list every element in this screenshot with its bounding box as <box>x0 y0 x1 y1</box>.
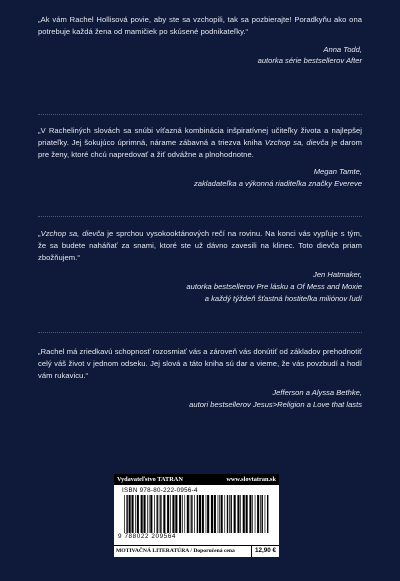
quote-segment: „Rachel má zriedkavú schopnosť rozosmiať vás a zároveň vás donútiť od základov prehodnotiť celý váš život v jednom odseku. Jej slová a táto kniha sú dar a vieme, že vás povzbudí a hodí vám rukavicu.“ <box>38 347 362 380</box>
book-title-italic: Vzchop sa, dievča <box>40 229 105 238</box>
quote-text <box>38 346 362 381</box>
quote-segment: je darom pre ženy, ktoré chcú napredovať a žiť odvážne a plnohodnotne. <box>38 137 362 159</box>
quote-text <box>38 125 362 160</box>
publisher-website: www.slovtatran.sk <box>226 476 276 483</box>
publisher-name: Vydavateľstvo TATRAN <box>117 476 183 483</box>
quote-segment: „V Racheliných slovách sa snúbi víťazná kombinácia inšpiratívnej učiteľky života a najlepšej priateľky. Jej šokujúco úprimná, nárame zábavná a triezva kniha <box>38 126 362 147</box>
isbn-number: ISBN 978-80-222-0956-4 <box>122 487 198 494</box>
barcode-digits: 9 788022 209564 <box>118 533 177 540</box>
quote-author <box>38 166 362 190</box>
divider <box>38 216 362 217</box>
author-description-2: a každý týždeň šťastná hostiteľka miliónov ľudí <box>204 293 362 303</box>
author-description: autorka bestsellerov Pre lásku a Of Mess and Moxie <box>186 282 362 292</box>
quote-segment: „Ak vám Rachel Hollisová povie, aby ste sa vzchopili, tak sa pozbierajte! Poradkyňu ako ona potrebuje každá žena od mamičiek po skúsené podnikateľky.“ <box>38 15 362 36</box>
quote-author <box>38 269 362 304</box>
quote-author <box>38 387 362 411</box>
barcode-bars <box>122 495 272 533</box>
author-name: Anna Todd, <box>323 44 362 54</box>
quote-segment: „ <box>38 229 41 238</box>
quote-text <box>38 14 362 38</box>
author-name: Jen Hatmaker, <box>313 270 362 280</box>
quote-block <box>38 346 362 411</box>
book-title-italic: Vzchop sa, dievča <box>264 137 329 147</box>
barcode-footer <box>114 545 279 557</box>
publisher-bar <box>114 474 279 485</box>
divider <box>38 332 362 333</box>
author-name: Jefferson a Alyssa Bethke, <box>272 388 362 398</box>
isbn-barcode-box <box>114 474 279 557</box>
quote-block <box>38 14 362 67</box>
author-description: autorka série bestsellerov After <box>257 56 362 66</box>
quote-block <box>38 228 362 305</box>
quote-text <box>38 228 362 263</box>
quote-block <box>38 125 362 190</box>
divider <box>38 114 362 115</box>
quote-segment: je sprchou vysokooktánových rečí na rovinu. Na konci vás vypľuje s tým, že sa budete naháňať za snami, ktoré ste už dávno zavesili na klinec. Toto dievča priam zbožňujem.“ <box>38 229 363 262</box>
author-description: zakladateľka a výkonná riaditeľka značky Evereve <box>193 179 362 189</box>
quote-author <box>38 44 362 68</box>
author-description: autori bestsellerov Jesus>Religion a Love that lasts <box>189 400 362 410</box>
author-name: Megan Tamte, <box>313 167 362 177</box>
book-price: 12,90 € <box>251 546 279 557</box>
book-category: MOTIVAČNÁ LITERATÚRA / Doporučená cena <box>116 548 235 554</box>
